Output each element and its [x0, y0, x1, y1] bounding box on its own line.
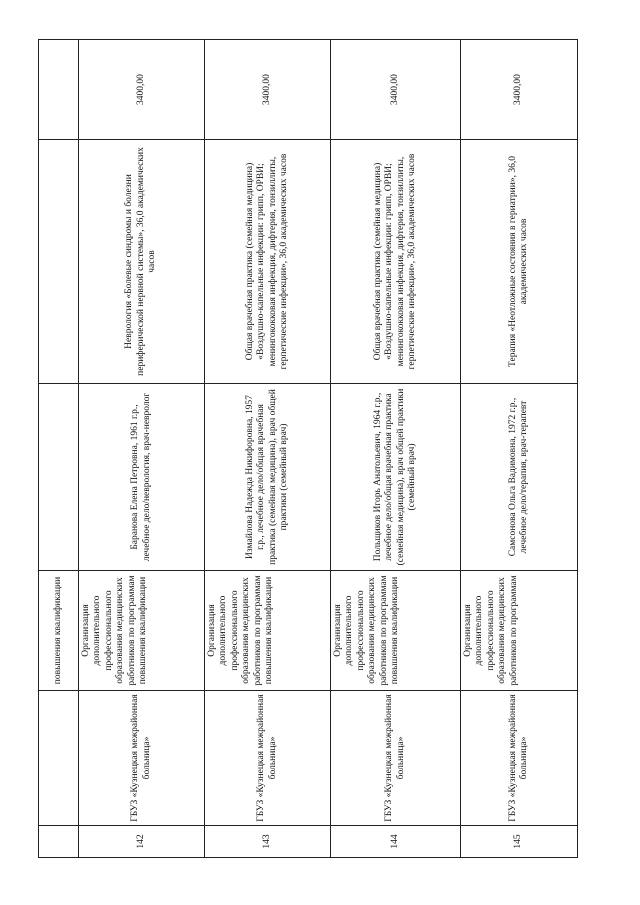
- price-cell: 3400,00: [205, 40, 331, 140]
- row-number: 143: [205, 826, 331, 858]
- price-cell: 3400,00: [461, 40, 578, 140]
- table-row: [331, 40, 461, 858]
- table-row: [205, 40, 331, 858]
- org-type-tail: повышения квалификации: [52, 576, 63, 685]
- organization-cell: ГБУЗ «Кузнецкая межрайонная больница»: [79, 691, 205, 826]
- cell-empty: [39, 140, 79, 384]
- org-type-cell: [39, 571, 79, 691]
- cell-empty: [39, 826, 79, 858]
- row-number: 144: [331, 826, 461, 858]
- price-cell: 3400,00: [79, 40, 205, 140]
- cell-empty: [39, 40, 79, 140]
- program-cell: Терапия «Неотложные состояния в гериатрии», 36,0 академических часов: [461, 140, 578, 384]
- rotated-page: [38, 40, 552, 858]
- training-table: [38, 39, 578, 858]
- cell-empty: [39, 384, 79, 571]
- program-cell: Общая врачебная практика (семейная медицина) «Воздушно-капельные инфекции: грипп, ОРВИ; менингококковая инфекция, дифтерия, тонзиллиты, герпетические инфекции», 36,0 академических часов: [331, 140, 461, 384]
- row-number: 145: [461, 826, 578, 858]
- org-type-cell: Организация дополнительного профессионального образования медицинских работников по программам повышения квалификации: [331, 571, 461, 691]
- table-row: [461, 40, 578, 858]
- row-number: 142: [79, 826, 205, 858]
- person-cell: Польщиков Игорь Анатольевич, 1964 г.р., лечебное дело/общая врачебная практика (семейная медицина), врач общей практики (семейный врач): [331, 384, 461, 571]
- table-row: [79, 40, 205, 858]
- organization-cell: ГБУЗ «Кузнецкая межрайонная больница»: [331, 691, 461, 826]
- org-type-cell: Организация дополнительного профессионального образования медицинских работников по программам повышения квалификации: [205, 571, 331, 691]
- person-cell: Измайлова Надежда Никифоровна, 1957 г.р., лечебное дело/общая врачебная практика (семейная медицина), врач общей практики (семейный врач): [205, 384, 331, 571]
- person-cell: Баранова Елена Петровна, 1961 г.р., лечебное дело/неврология, врач-невролог: [79, 384, 205, 571]
- org-type-cell: Организация дополнительного профессионального образования медицинских работников по программам повышения квалификации: [79, 571, 205, 691]
- program-cell: Неврология «Болевые синдромы и болезни периферической нервной системы», 36,0 академических часов: [79, 140, 205, 384]
- person-cell: Самсонова Ольга Вадимовна, 1972 г.р., лечебное дело/терапия, врач-терапевт: [461, 384, 578, 571]
- cell-empty: [39, 691, 79, 826]
- organization-cell: ГБУЗ «Кузнецкая межрайонная больница»: [461, 691, 578, 826]
- organization-cell: ГБУЗ «Кузнецкая межрайонная больница»: [205, 691, 331, 826]
- program-cell: Общая врачебная практика (семейная медицина) «Воздушно-капельные инфекции: грипп, ОРВИ; менингококковая инфекция, дифтерия, тонзиллиты, герпетические инфекции», 36,0 академических часов: [205, 140, 331, 384]
- price-cell: 3400,00: [331, 40, 461, 140]
- org-type-cell: Организация дополнительного профессионального образования медицинских работников по программам: [461, 571, 578, 691]
- table-row-top: [39, 40, 79, 858]
